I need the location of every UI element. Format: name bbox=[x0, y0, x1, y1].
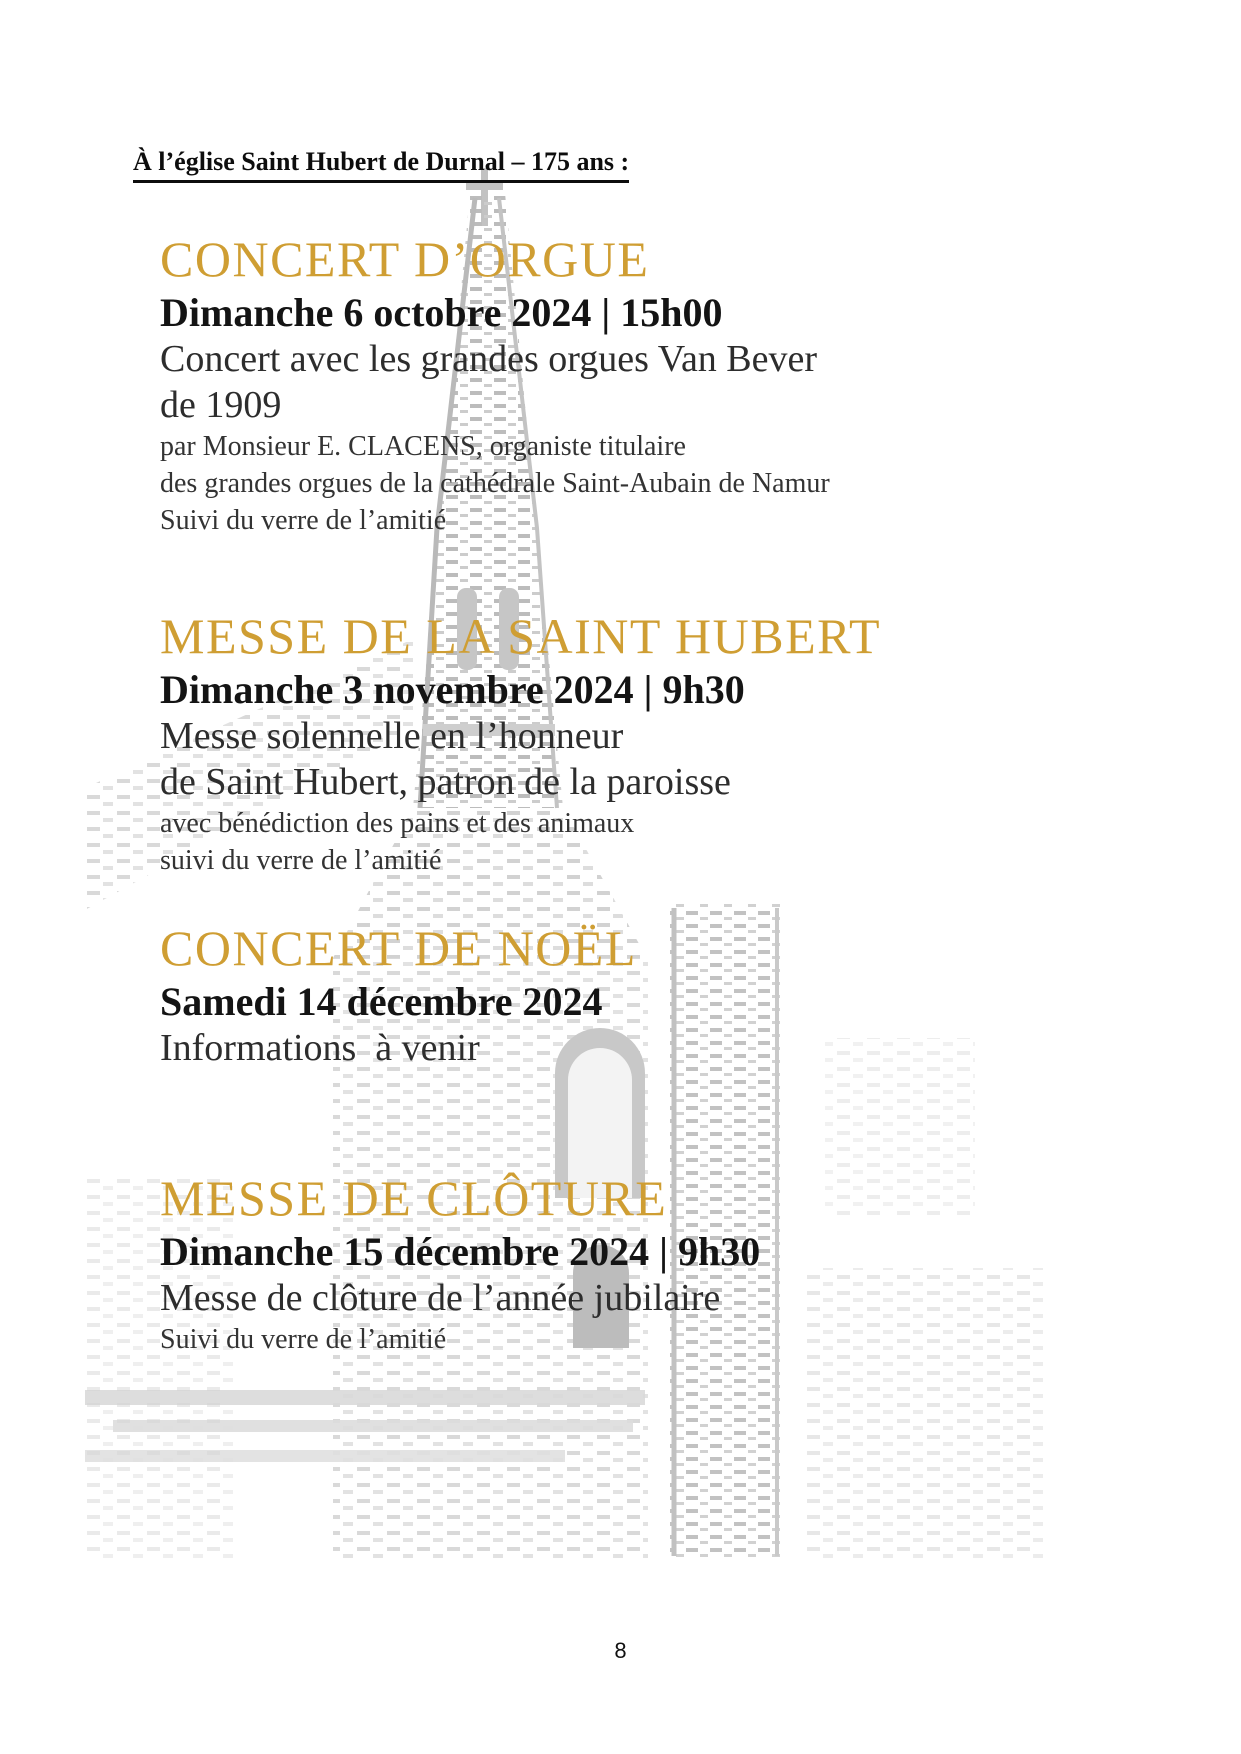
event-description-line: de 1909 bbox=[160, 384, 282, 426]
event-description-line: Messe de clôture de l’année jubilaire bbox=[160, 1277, 721, 1319]
event-date: Samedi 14 décembre 2024 bbox=[160, 979, 603, 1024]
event-date: Dimanche 6 octobre 2024 | 15h00 bbox=[160, 290, 723, 335]
page-number: 8 bbox=[614, 1638, 627, 1663]
event-description-line: Messe solennelle en l’honneur bbox=[160, 715, 624, 757]
page-title: À l’église Saint Hubert de Durnal – 175 ans : bbox=[133, 147, 629, 183]
event-detail-line: suivi du verre de l’amitié bbox=[160, 845, 442, 876]
event-title: MESSE DE CLÔTURE bbox=[160, 1170, 668, 1226]
events-list bbox=[160, 228, 1140, 1358]
event-description-line: Concert avec les grandes orgues Van Bever bbox=[160, 338, 818, 380]
event-detail-line: Suivi du verre de l’amitié bbox=[160, 1324, 447, 1355]
event-concert-noel bbox=[160, 917, 1140, 1071]
event-date: Dimanche 15 décembre 2024 | 9h30 bbox=[160, 1229, 761, 1274]
event-detail-line: avec bénédiction des pains et des animaux bbox=[160, 808, 635, 839]
event-detail-line: Suivi du verre de l’amitié bbox=[160, 505, 447, 536]
event-description-line: Informations à venir bbox=[160, 1027, 480, 1069]
event-messe-saint-hubert bbox=[160, 605, 1140, 879]
event-messe-cloture bbox=[160, 1167, 1140, 1358]
event-title: MESSE DE LA SAINT HUBERT bbox=[160, 608, 882, 664]
event-title: CONCERT D’ORGUE bbox=[160, 231, 650, 287]
event-date: Dimanche 3 novembre 2024 | 9h30 bbox=[160, 667, 745, 712]
event-concert-orgue bbox=[160, 228, 1140, 539]
event-description-line: de Saint Hubert, patron de la paroisse bbox=[160, 761, 731, 803]
event-detail-line: par Monsieur E. CLACENS, organiste titulaire bbox=[160, 431, 686, 462]
event-detail-line: des grandes orgues de la cathédrale Saint-Aubain de Namur bbox=[160, 468, 830, 499]
event-title: CONCERT DE NOËL bbox=[160, 920, 637, 976]
